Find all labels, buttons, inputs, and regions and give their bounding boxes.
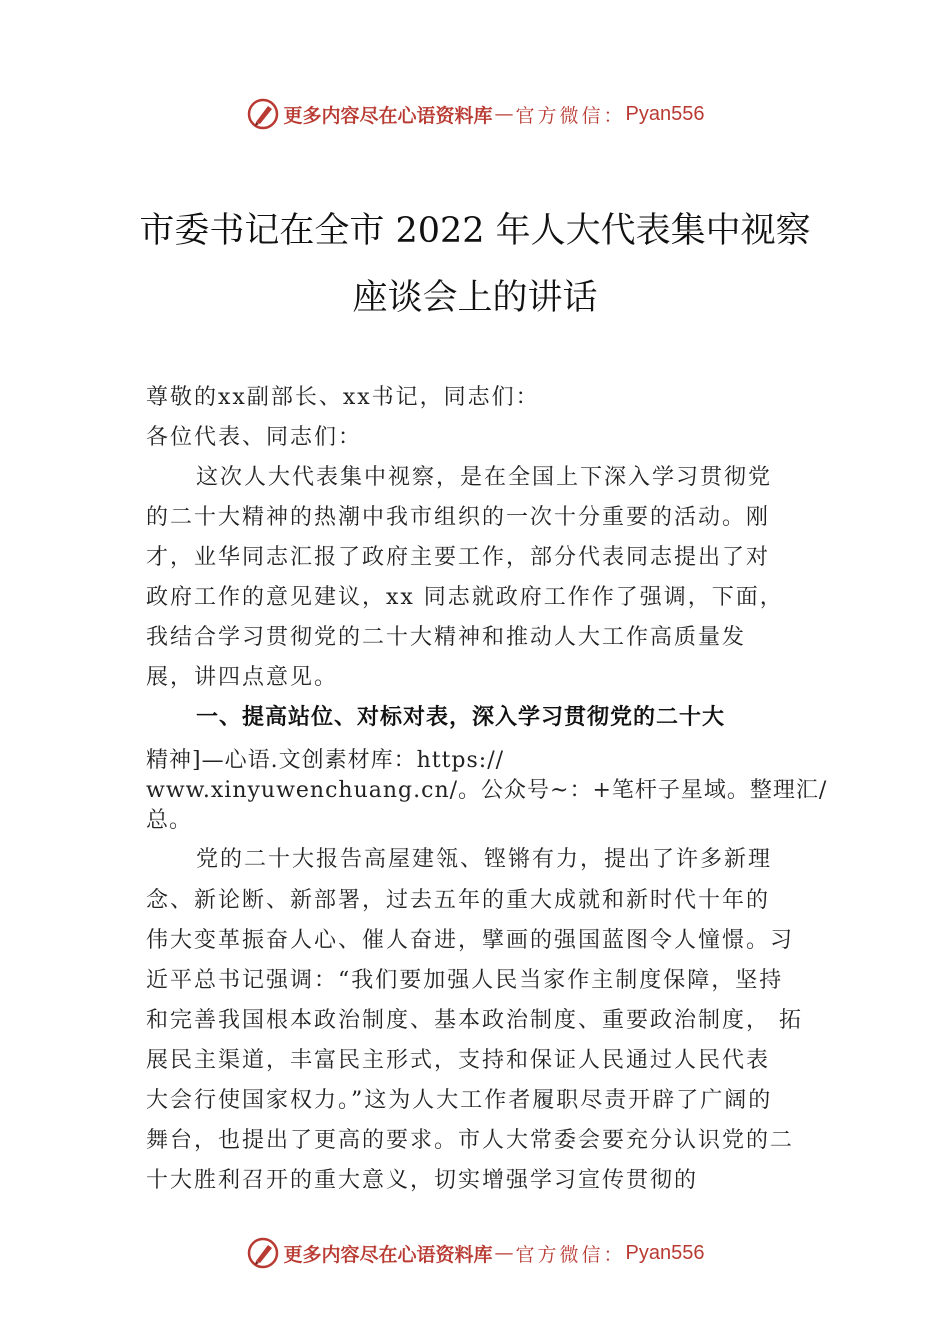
banner-dash: —	[494, 1242, 514, 1264]
paragraph-1-line: 展，讲四点意见。	[146, 665, 339, 690]
paragraph-2-line: 伟大变革振奋人心、催人奋进，擘画的强国蓝图令人憧憬。习	[146, 928, 795, 953]
banner-wechat-id: Pyan556	[625, 102, 705, 125]
salutation-line-1: 尊敬的xx副部长、xx书记，同志们：	[146, 385, 540, 410]
paragraph-1-line: 才，业华同志汇报了政府主要工作，部分代表同志提出了对	[146, 545, 771, 570]
pen-logo-icon	[246, 97, 280, 131]
paragraph-2-line: 念、新论断、新部署，过去五年的重大成就和新时代十年的	[146, 888, 771, 913]
header-banner	[0, 94, 950, 134]
paragraph-2-line: 展民主渠道，丰富民主形式，支持和保证人民通过人民代表	[146, 1048, 771, 1073]
section-heading-1: 一、提高站位、对标对表，深入学习贯彻党的二十大	[196, 705, 726, 730]
paragraph-2-line: 大会行使国家权力。”这为人大工作者履职尽责开辟了广阔的	[146, 1088, 773, 1113]
page-title-line-2: 座谈会上的讲话	[352, 278, 598, 318]
page-title-line-1: 市委书记在全市 2022 年人大代表集中视察	[139, 211, 811, 251]
paragraph-2-line: 十大胜利召开的重大意义，切实增强学习宣传贯彻的	[146, 1168, 699, 1193]
paragraph-1-line: 这次人大代表集中视察，是在全国上下深入学习贯彻党	[196, 465, 773, 490]
banner-site-text: 更多内容尽在心语资料库	[283, 104, 493, 127]
banner-site-text: 更多内容尽在心语资料库	[283, 1243, 493, 1266]
footer-banner	[0, 1233, 950, 1273]
salutation-line-2: 各位代表、同志们：	[146, 425, 363, 450]
banner-wechat-label: 官方微信：	[515, 1243, 626, 1266]
paragraph-2-line: 近平总书记强调：“我们要加强人民当家作主制度保障，坚持	[146, 968, 784, 993]
banner-dash: —	[494, 103, 514, 125]
banner-wechat-label: 官方微信：	[515, 104, 626, 127]
paragraph-2-line: 舞台，也提出了更高的要求。市人大常委会要充分认识党的二	[146, 1128, 795, 1153]
paragraph-1-line: 的二十大精神的热潮中我市组织的一次十分重要的活动。刚	[146, 505, 771, 530]
paragraph-1-line: 我结合学习贯彻党的二十大精神和推动人大工作高质量发	[146, 625, 747, 650]
source-line: 总。	[146, 808, 193, 833]
banner-wechat-id: Pyan556	[625, 1241, 705, 1264]
source-line: www.xinyuwenchuang.cn/。公众号~：+笔杆子星域。整理汇/	[146, 778, 828, 803]
paragraph-1-line: 政府工作的意见建议，xx 同志就政府工作作了强调，下面，	[146, 585, 784, 610]
source-line: 精神]—心语.文创素材库：https://	[146, 748, 505, 773]
paragraph-2-line: 党的二十大报告高屋建瓴、铿锵有力，提出了许多新理	[196, 847, 773, 872]
pen-logo-icon	[246, 1236, 280, 1270]
paragraph-2-line: 和完善我国根本政治制度、基本政治制度、重要政治制度， 拓	[146, 1008, 803, 1033]
